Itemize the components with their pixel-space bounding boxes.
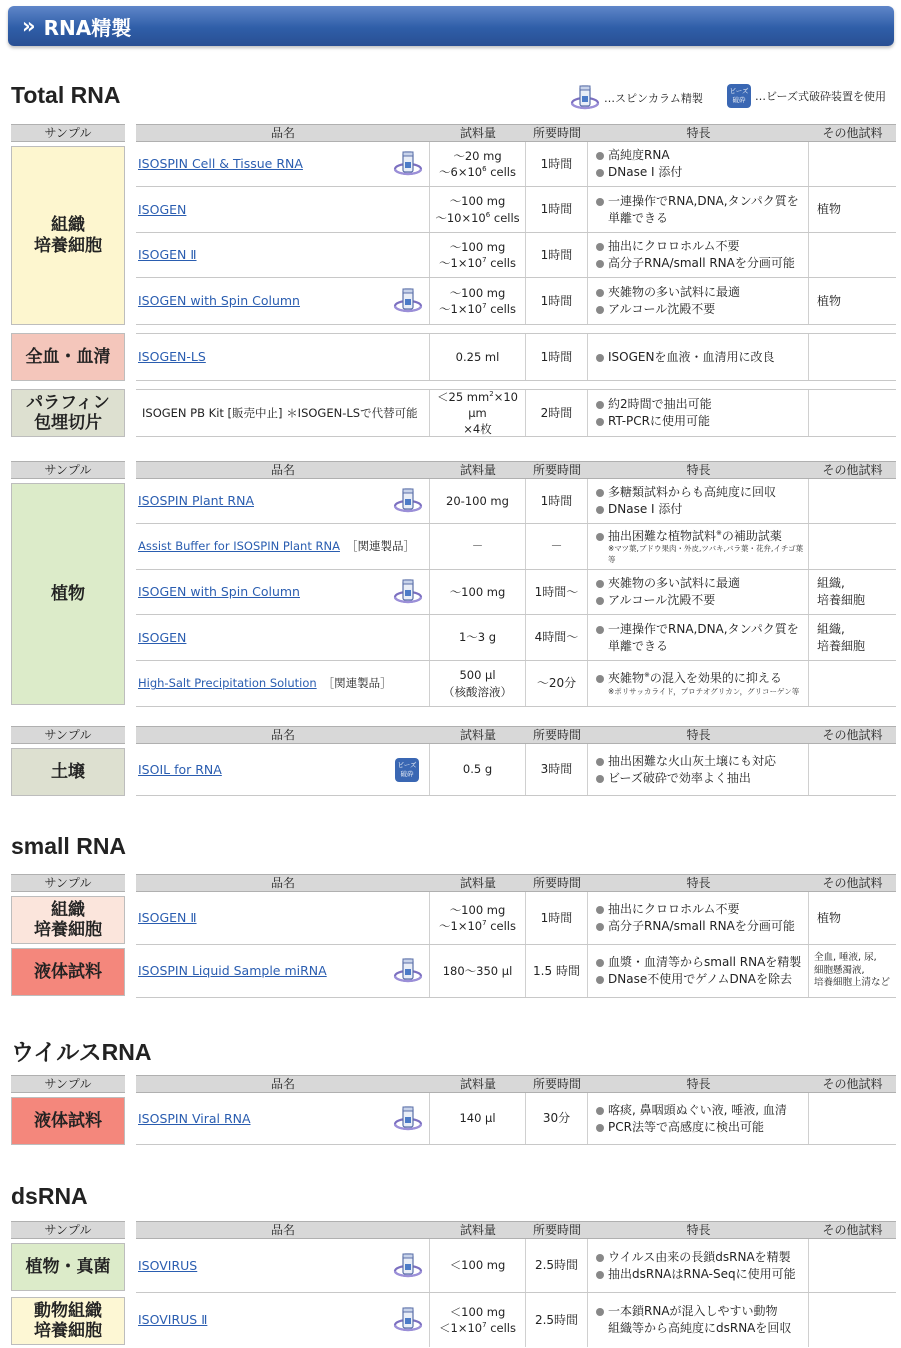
table-dsrna bbox=[11, 1221, 896, 1347]
feature-bullet: 血漿・血清等からsmall RNAを精製 bbox=[596, 954, 801, 971]
cell-text bbox=[817, 575, 865, 609]
feature-bullet: 約2時間で抽出可能 bbox=[596, 396, 712, 413]
other-sample: 植物 bbox=[817, 910, 842, 925]
cell-text: 特長 bbox=[588, 1221, 809, 1239]
time-value: 1時間 bbox=[526, 278, 588, 324]
feature-bullet: ※ポリサッカライド，プロテオグリカン，グリコーゲン等 bbox=[608, 686, 800, 696]
table-row bbox=[136, 744, 896, 796]
cell-text: 抽出困難な植物試料 bbox=[608, 528, 717, 543]
cell-text: その他試料 bbox=[809, 461, 896, 479]
feature-bullet: 夾雑物の多い試料に最適 bbox=[596, 575, 740, 592]
cell-text: 全血, 唾液, 尿, bbox=[814, 951, 877, 963]
time-value: － bbox=[526, 524, 588, 569]
cell-text bbox=[439, 301, 516, 317]
other-sample bbox=[809, 334, 896, 380]
cell-text bbox=[439, 148, 516, 180]
related-product-note: ［関連製品］ bbox=[322, 676, 392, 691]
table-row bbox=[136, 661, 896, 707]
feature-bullet: 高純度RNA bbox=[596, 147, 682, 164]
cell-text: 培養細胞 bbox=[817, 593, 866, 607]
cell-text: 品名 bbox=[136, 1221, 430, 1239]
table-header bbox=[11, 1221, 896, 1239]
page-banner bbox=[8, 6, 894, 46]
cell-text: サンプル bbox=[11, 1075, 125, 1093]
table-row bbox=[136, 1093, 896, 1145]
chevron-right-icon: » bbox=[22, 14, 34, 38]
cell-text bbox=[435, 210, 519, 226]
header-other: その他試料 bbox=[809, 124, 896, 142]
cell-text bbox=[439, 239, 516, 271]
cell-text: 所要時間 bbox=[526, 1221, 588, 1239]
spin-column-icon bbox=[393, 487, 423, 515]
section-title-small-rna: small RNA bbox=[11, 833, 127, 859]
sample-tissue-cells: 組織 培養細胞 bbox=[11, 896, 125, 944]
amount-value: 1〜3 g bbox=[430, 615, 526, 660]
cell-text: 7 bbox=[482, 919, 487, 928]
time-value: 30分 bbox=[526, 1093, 588, 1144]
sample-animal-tissue: 動物組織 培養細胞 bbox=[11, 1297, 125, 1345]
header-product: 品名 bbox=[136, 124, 430, 142]
bead-icon bbox=[395, 758, 419, 782]
cell-text: ※ bbox=[644, 670, 650, 679]
feature-bullet bbox=[596, 528, 808, 545]
table-header bbox=[11, 874, 896, 892]
legend-spin bbox=[570, 84, 703, 112]
cell-text: 品名 bbox=[136, 726, 430, 744]
time-value: 〜20分 bbox=[526, 661, 588, 706]
other-sample: 植物 bbox=[817, 293, 842, 308]
cell-text bbox=[814, 952, 890, 990]
table-row bbox=[136, 1293, 896, 1347]
cell-text: cells bbox=[486, 1321, 516, 1335]
feature-bullet: 夾雑物の多い試料に最適 bbox=[596, 284, 740, 301]
time-value: 1時間 bbox=[526, 334, 588, 380]
product-link-isoil[interactable]: ISOIL for RNA bbox=[138, 761, 222, 777]
spin-column-icon bbox=[393, 287, 423, 315]
spin-column-icon bbox=[393, 1306, 423, 1334]
table-row bbox=[136, 278, 896, 325]
time-value: 2時間 bbox=[526, 390, 588, 436]
amount-value: 0.25 ml bbox=[430, 334, 526, 380]
table-total-rna bbox=[11, 124, 896, 440]
cell-text: 〜100 mg bbox=[449, 285, 506, 300]
legend-bead-text: …ビーズ式破砕装置を使用 bbox=[755, 90, 887, 103]
cell-text: 試料量 bbox=[430, 1075, 526, 1093]
cell-text: 6 bbox=[485, 210, 491, 219]
cell-text: cells bbox=[490, 210, 520, 225]
cell-text: 7 bbox=[482, 1321, 487, 1330]
cell-text bbox=[439, 164, 516, 180]
cell-text bbox=[439, 1320, 516, 1336]
product-link-isovirus-ii[interactable]: ISOVIRUS Ⅱ bbox=[138, 1312, 208, 1328]
cell-text: ×10 μm bbox=[468, 389, 518, 420]
other-sample: 植物 bbox=[817, 202, 842, 217]
feature-bullet: 一連操作でRNA,DNA,タンパク質を bbox=[596, 621, 799, 638]
cell-text: その他試料 bbox=[809, 726, 896, 744]
table-soil bbox=[11, 726, 896, 798]
cell-text: 細胞懸濁液, bbox=[814, 964, 865, 976]
time-value: 1時間 bbox=[526, 142, 588, 186]
cell-text: ＜25 mm bbox=[437, 389, 490, 404]
table-header bbox=[11, 124, 896, 142]
sample-liquid: 液体試料 bbox=[11, 948, 125, 996]
cell-text: サンプル bbox=[11, 461, 125, 479]
header-amount: 試料量 bbox=[430, 124, 526, 142]
cell-text: cells bbox=[486, 256, 516, 270]
feature-bullet: 単離できる bbox=[608, 210, 669, 225]
cell-text: 〜1×10 bbox=[439, 256, 483, 270]
time-value: 1時間 bbox=[526, 233, 588, 277]
cell-text: その他試料 bbox=[809, 874, 896, 892]
table-header bbox=[11, 726, 896, 744]
cell-text: 品名 bbox=[136, 461, 430, 479]
cell-text: ×4枚 bbox=[463, 422, 492, 437]
header-feature: 特長 bbox=[588, 124, 809, 142]
cell-text: 培養細胞上清など bbox=[814, 977, 891, 989]
cell-text: 試料量 bbox=[430, 874, 526, 892]
feature-bullet: 抽出にクロロホルム不要 bbox=[596, 901, 795, 918]
feature-bullet: 抽出困難な火山灰土壌にも対応 bbox=[596, 753, 776, 770]
feature-bullet: ウイルス由来の長鎖dsRNAを精製 bbox=[596, 1249, 796, 1266]
feature-bullet: 抽出dsRNAはRNA-Seqに使用可能 bbox=[596, 1266, 796, 1283]
cell-text: ＜100 mg bbox=[449, 1304, 506, 1319]
product-name-isogen-pb: ISOGEN PB Kit [販売中止] ＊ISOGEN-LSで代替可能 bbox=[136, 390, 430, 436]
header-sample: サンプル bbox=[11, 124, 125, 142]
feature-bullet: DNase Ⅰ 添付 bbox=[596, 164, 682, 181]
spin-column-icon bbox=[393, 957, 423, 985]
feature-bullet: アルコール沈殿不要 bbox=[596, 592, 740, 609]
spin-column-icon bbox=[393, 1252, 423, 1280]
cell-text: 所要時間 bbox=[526, 461, 588, 479]
cell-text: ビーズ 破砕 bbox=[729, 87, 749, 104]
cell-text: 〜6×10 bbox=[439, 165, 483, 179]
feature-bullet: 多糖類試料からも高純度に回収 bbox=[596, 484, 776, 501]
cell-text: 組織, bbox=[817, 576, 845, 591]
cell-text bbox=[439, 902, 516, 934]
cell-text: 6 bbox=[482, 165, 487, 174]
table-row bbox=[136, 233, 896, 278]
cell-text: 品名 bbox=[136, 874, 430, 892]
table-row bbox=[136, 945, 896, 998]
cell-text: サンプル bbox=[11, 726, 125, 744]
cell-text: 試料量 bbox=[430, 461, 526, 479]
amount-value: － bbox=[430, 524, 526, 569]
spin-column-icon bbox=[570, 84, 600, 112]
feature-bullet: 抽出にクロロホルム不要 bbox=[596, 238, 795, 255]
product-link-isogen-spin-column-plant[interactable]: ISOGEN with Spin Column bbox=[138, 584, 300, 600]
product-link-isogen-plant[interactable]: ISOGEN bbox=[138, 629, 187, 645]
table-row bbox=[136, 1239, 896, 1293]
table-viral-rna bbox=[11, 1075, 896, 1147]
other-sample bbox=[809, 233, 896, 277]
page-title: RNA精製 bbox=[43, 15, 132, 40]
sample-blood-serum: 全血・血清 bbox=[11, 333, 125, 381]
cell-text: cells bbox=[486, 302, 516, 316]
table-row bbox=[136, 479, 896, 524]
time-value: 1時間 bbox=[526, 892, 588, 944]
cell-text: 〜1×10 bbox=[439, 919, 483, 933]
other-sample bbox=[809, 661, 896, 706]
feature-bullet bbox=[596, 670, 799, 687]
cell-text: の混入を効果的に抑える bbox=[649, 670, 782, 685]
amount-value: 〜20 mg bbox=[453, 148, 502, 163]
cell-text: 〜1×10 bbox=[439, 302, 483, 316]
product-link-isogen[interactable]: ISOGEN bbox=[138, 201, 187, 217]
table-plant bbox=[11, 461, 896, 707]
feature-bullet: 喀痰, 鼻咽頭ぬぐい液, 唾液, 血清 bbox=[596, 1102, 787, 1119]
product-link-isogen-ls[interactable]: ISOGEN-LS bbox=[138, 349, 206, 365]
cell-text bbox=[439, 918, 516, 934]
table-row bbox=[136, 142, 896, 187]
cell-text bbox=[430, 389, 525, 437]
cell-text bbox=[443, 667, 512, 699]
time-value: 1時間 bbox=[526, 479, 588, 523]
section-title-dsrna: dsRNA bbox=[11, 1183, 88, 1209]
amount-value: 180〜350 μl bbox=[430, 945, 526, 997]
feature-bullet: 単離できる bbox=[608, 638, 669, 653]
cell-text: 7 bbox=[482, 256, 487, 265]
cell-text: 2 bbox=[489, 390, 494, 399]
table-row bbox=[136, 389, 896, 437]
cell-text: ビーズ 破砕 bbox=[397, 760, 417, 778]
spin-column-icon bbox=[393, 150, 423, 178]
amount-value: 20-100 mg bbox=[430, 479, 526, 523]
related-product-note: ［関連製品］ bbox=[345, 539, 415, 554]
table-row bbox=[136, 892, 896, 945]
cell-text: 7 bbox=[482, 302, 487, 311]
cell-text: ※ bbox=[716, 528, 722, 537]
cell-text: 所要時間 bbox=[526, 726, 588, 744]
amount-value: 〜100 mg bbox=[430, 570, 526, 614]
cell-text bbox=[439, 1304, 516, 1336]
header-time: 所要時間 bbox=[526, 124, 588, 142]
other-sample bbox=[809, 1239, 896, 1292]
product-link-isogen-spin-column[interactable]: ISOGEN with Spin Column bbox=[138, 293, 300, 309]
product-link-isogen-ii[interactable]: ISOGEN Ⅱ bbox=[138, 247, 197, 263]
other-sample bbox=[809, 524, 896, 569]
cell-text: 所要時間 bbox=[526, 874, 588, 892]
cell-text: 特長 bbox=[588, 1075, 809, 1093]
product-link-high-salt[interactable]: High-Salt Precipitation Solution bbox=[138, 676, 317, 691]
cell-text bbox=[430, 389, 525, 421]
feature-bullet: DNase不使用でゲノムDNAを除去 bbox=[596, 971, 801, 988]
cell-text bbox=[817, 621, 865, 655]
time-value: 1時間〜 bbox=[526, 570, 588, 614]
cell-text: 組織, bbox=[817, 621, 845, 636]
legend-spin-text: …スピンカラム精製 bbox=[604, 92, 703, 105]
feature-bullet: 高分子RNA/small RNAを分画可能 bbox=[596, 255, 795, 272]
time-value: 4時間〜 bbox=[526, 615, 588, 660]
table-row bbox=[136, 615, 896, 661]
cell-text: その他試料 bbox=[809, 1075, 896, 1093]
time-value: 1.5 時間 bbox=[526, 945, 588, 997]
cell-text: 夾雑物 bbox=[608, 670, 645, 685]
table-row bbox=[136, 570, 896, 615]
cell-text bbox=[439, 255, 516, 271]
other-sample bbox=[809, 1293, 896, 1347]
amount-value: 0.5 g bbox=[430, 744, 526, 795]
product-link-isospin-liquid-mirna[interactable]: ISOSPIN Liquid Sample miRNA bbox=[138, 963, 327, 979]
cell-text: 試料量 bbox=[430, 726, 526, 744]
table-row bbox=[136, 187, 896, 233]
other-sample bbox=[809, 744, 896, 795]
other-sample bbox=[809, 142, 896, 186]
cell-text: の補助試薬 bbox=[721, 528, 782, 543]
sample-plant: 植物 bbox=[11, 483, 125, 705]
cell-text bbox=[435, 193, 519, 225]
time-value: 3時間 bbox=[526, 744, 588, 795]
section-title-viral-rna: ウイルスRNA bbox=[11, 1039, 152, 1065]
time-value: 2.5時間 bbox=[526, 1239, 588, 1292]
cell-text: 特長 bbox=[588, 726, 809, 744]
cell-text: 品名 bbox=[136, 1075, 430, 1093]
feature-bullet: アルコール沈殿不要 bbox=[596, 301, 740, 318]
other-sample bbox=[809, 1093, 896, 1144]
sample-soil: 土壌 bbox=[11, 748, 125, 796]
section-title-total-rna: Total RNA bbox=[11, 82, 121, 108]
time-value: 2.5時間 bbox=[526, 1293, 588, 1347]
cell-text: サンプル bbox=[11, 874, 125, 892]
amount-value: ＜100 mg bbox=[430, 1239, 526, 1292]
other-sample bbox=[809, 479, 896, 523]
cell-text: 〜100 mg bbox=[449, 902, 506, 917]
time-value: 1時間 bbox=[526, 187, 588, 232]
cell-text: 〜100 mg bbox=[449, 194, 506, 209]
bead-icon bbox=[727, 84, 751, 108]
spin-column-icon bbox=[393, 1105, 423, 1133]
cell-text: 〜100 mg bbox=[449, 239, 506, 254]
sample-paraffin: パラフィン 包埋切片 bbox=[11, 389, 125, 437]
product-link-isospin-cell-tissue[interactable]: ISOSPIN Cell & Tissue RNA bbox=[138, 156, 303, 172]
table-header bbox=[11, 461, 896, 479]
table-row bbox=[136, 333, 896, 381]
product-link-isovirus[interactable]: ISOVIRUS bbox=[138, 1257, 198, 1273]
product-link-isospin-plant[interactable]: ISOSPIN Plant RNA bbox=[138, 493, 254, 509]
cell-text: cells bbox=[486, 165, 516, 179]
cell-text: cells bbox=[486, 919, 516, 933]
cell-text: 試料量 bbox=[430, 1221, 526, 1239]
cell-text: サンプル bbox=[11, 1221, 125, 1239]
cell-text: ＜1×10 bbox=[439, 1321, 483, 1335]
feature-bullet: ビーズ破砕で効率よく抽出 bbox=[596, 770, 776, 787]
cell-text: 培養細胞 bbox=[817, 638, 866, 653]
feature-bullet: 一連操作でRNA,DNA,タンパク質を bbox=[596, 193, 799, 210]
spin-column-icon bbox=[393, 578, 423, 606]
legend-bead bbox=[727, 84, 886, 108]
cell-text: 特長 bbox=[588, 874, 809, 892]
product-link-isogen-ii-small[interactable]: ISOGEN Ⅱ bbox=[138, 910, 197, 926]
table-header bbox=[11, 1075, 896, 1093]
other-sample bbox=[809, 390, 896, 436]
cell-text: 〜10×10 bbox=[435, 210, 486, 225]
table-row bbox=[136, 524, 896, 570]
sample-plant-fungi: 植物・真菌 bbox=[11, 1243, 125, 1291]
feature-bullet: PCR法等で高感度に検出可能 bbox=[596, 1119, 787, 1136]
table-small-rna bbox=[11, 874, 896, 1000]
feature-bullet: 高分子RNA/small RNAを分画可能 bbox=[596, 918, 795, 935]
cell-text: その他試料 bbox=[809, 1221, 896, 1239]
feature-bullet: RT-PCRに使用可能 bbox=[596, 413, 712, 430]
cell-text: 特長 bbox=[588, 461, 809, 479]
feature-bullet: 組織等から高純度にdsRNAを回収 bbox=[608, 1321, 792, 1335]
cell-text: （核酸溶液） bbox=[443, 684, 512, 699]
feature-bullet: 一本鎖RNAが混入しやすい動物 bbox=[596, 1303, 791, 1320]
amount-value: 140 μl bbox=[430, 1093, 526, 1144]
cell-text: 所要時間 bbox=[526, 1075, 588, 1093]
product-link-assist-buffer[interactable]: Assist Buffer for ISOSPIN Plant RNA bbox=[138, 539, 340, 554]
product-link-isospin-viral-rna[interactable]: ISOSPIN Viral RNA bbox=[138, 1110, 251, 1126]
cell-text bbox=[439, 285, 516, 317]
sample-tissue-cells: 組織 培養細胞 bbox=[11, 146, 125, 325]
feature-bullet: ISOGENを血液・血清用に改良 bbox=[596, 349, 774, 366]
feature-bullet: DNase Ⅰ 添付 bbox=[596, 501, 776, 518]
sample-liquid: 液体試料 bbox=[11, 1097, 125, 1145]
feature-bullet: ※マツ葉,ブドウ果肉・外皮,ツバキ,バラ葉・花弁,イチゴ葉 等 bbox=[608, 544, 804, 564]
cell-text: 500 μl bbox=[459, 668, 496, 683]
